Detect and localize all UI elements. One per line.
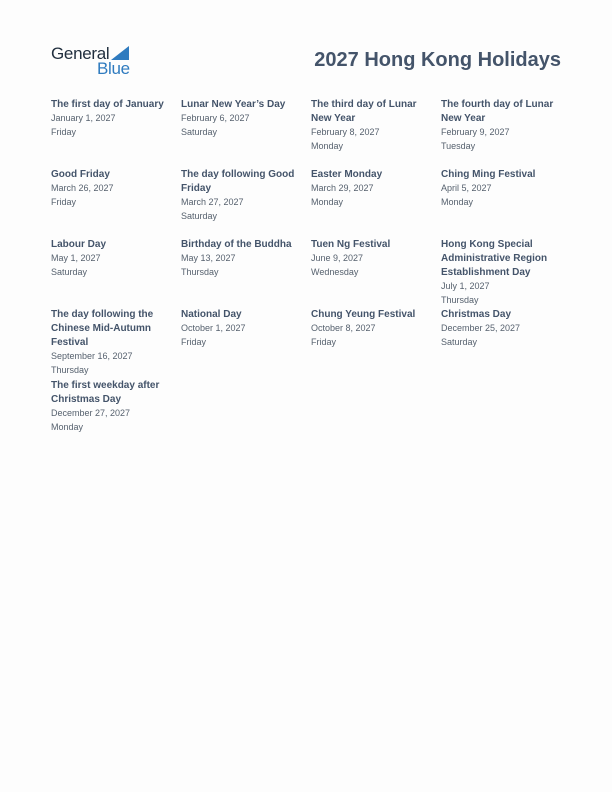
holiday-entry [441, 98, 565, 153]
holiday-weekday: Monday [311, 196, 344, 207]
holiday-entry [181, 168, 305, 223]
holiday-weekday: Thursday [181, 266, 219, 277]
holiday-name: The first weekday after Christmas Day [51, 380, 160, 405]
holiday-date: January 1, 2027 [51, 113, 116, 123]
page-title: 2027 Hong Kong Holidays [314, 49, 561, 71]
holiday-weekday: Saturday [181, 126, 218, 137]
holiday-date: March 26, 2027 [51, 183, 114, 193]
holiday-weekday: Friday [51, 196, 77, 207]
holiday-entry [51, 379, 175, 434]
holiday-date: May 1, 2027 [51, 253, 101, 263]
holiday-date: February 8, 2027 [311, 127, 380, 137]
holiday-entry [441, 308, 565, 349]
holiday-name: Labour Day [51, 239, 107, 250]
holiday-date: July 1, 2027 [441, 281, 490, 291]
generalblue-logo [51, 44, 141, 78]
holiday-name: Christmas Day [441, 309, 512, 320]
holiday-name: Easter Monday [311, 169, 383, 180]
holiday-date: February 6, 2027 [181, 113, 250, 123]
holiday-entry [51, 168, 175, 209]
holiday-weekday: Friday [51, 126, 77, 137]
holiday-weekday: Thursday [51, 364, 89, 375]
holiday-weekday: Monday [51, 421, 84, 432]
holiday-entry [181, 238, 305, 279]
holiday-name: Lunar New Year’s Day [181, 99, 286, 110]
holiday-entry [311, 238, 435, 279]
holiday-entry [441, 168, 565, 209]
holiday-date: February 9, 2027 [441, 127, 510, 137]
holiday-date: December 27, 2027 [51, 408, 131, 418]
holiday-entry [311, 308, 435, 349]
holiday-name: The day following Good Friday [181, 169, 295, 194]
holiday-date: September 16, 2027 [51, 351, 133, 361]
holiday-entry [51, 308, 175, 377]
holiday-date: October 8, 2027 [311, 323, 376, 333]
holiday-name: Good Friday [51, 169, 110, 180]
holiday-date: June 9, 2027 [311, 253, 364, 263]
holiday-entry [51, 238, 175, 279]
holiday-name: National Day [181, 309, 242, 320]
logo-word-general: General [51, 44, 110, 63]
logo-triangle-icon [111, 46, 129, 60]
holiday-name: Ching Ming Festival [441, 169, 536, 180]
holiday-date: March 27, 2027 [181, 197, 244, 207]
holiday-weekday: Friday [311, 336, 337, 347]
holiday-date: December 25, 2027 [441, 323, 521, 333]
holiday-name: The first day of January [51, 99, 164, 110]
holiday-date: March 29, 2027 [311, 183, 374, 193]
holiday-entry [181, 98, 305, 139]
holiday-entry [441, 238, 565, 307]
holiday-date: April 5, 2027 [441, 183, 492, 193]
holiday-entry [51, 98, 175, 139]
holiday-name: The third day of Lunar New Year [311, 99, 417, 124]
holiday-weekday: Saturday [181, 210, 218, 221]
holiday-entry [181, 308, 305, 349]
holiday-name: Hong Kong Special Administrative Region Establishment Day [441, 239, 548, 278]
logo-word-blue: Blue [97, 59, 130, 78]
holiday-name: Tuen Ng Festival [311, 239, 391, 250]
holiday-weekday: Monday [311, 140, 344, 151]
holiday-name: Birthday of the Buddha [181, 239, 292, 250]
holiday-name: The day following the Chinese Mid-Autumn Festival [51, 309, 154, 348]
holiday-entry [311, 168, 435, 209]
holiday-entry [311, 98, 435, 153]
holiday-weekday: Monday [441, 196, 474, 207]
holiday-weekday: Tuesday [441, 140, 476, 151]
holiday-weekday: Friday [181, 336, 207, 347]
holiday-weekday: Wednesday [311, 266, 359, 277]
holiday-weekday: Saturday [51, 266, 88, 277]
holiday-name: The fourth day of Lunar New Year [441, 99, 554, 124]
holiday-weekday: Saturday [441, 336, 478, 347]
holiday-name: Chung Yeung Festival [311, 309, 416, 320]
holiday-date: October 1, 2027 [181, 323, 246, 333]
holiday-date: May 13, 2027 [181, 253, 236, 263]
holiday-weekday: Thursday [441, 294, 479, 305]
